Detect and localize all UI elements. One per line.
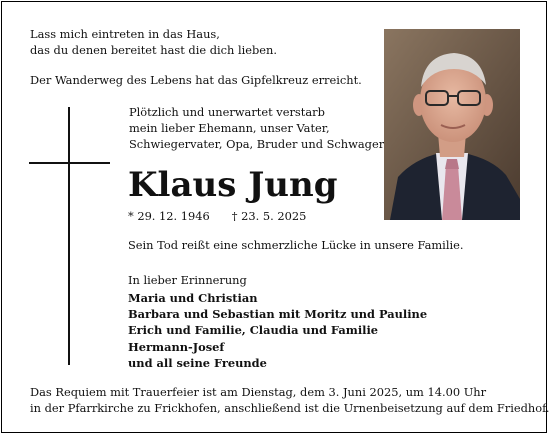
requiem-block bbox=[30, 384, 550, 416]
intro-line-3: Schwiegervater, Opa, Bruder und Schwager bbox=[129, 137, 385, 151]
memory-label: In lieber Erinnerung bbox=[128, 273, 247, 287]
verse-line-3: Der Wanderweg des Lebens hat das Gipfelkreuz erreicht. bbox=[30, 73, 362, 87]
verse-line-1: Lass mich eintreten in das Haus, bbox=[30, 27, 220, 41]
mourner-line: Barbara und Sebastian mit Moritz und Pauline bbox=[128, 307, 428, 322]
death-date: † 23. 5. 2025 bbox=[231, 209, 307, 223]
mourner-line: und all seine Freunde bbox=[128, 355, 267, 370]
intro-line-2: mein lieber Ehemann, unser Vater, bbox=[129, 121, 330, 135]
intro-block bbox=[129, 104, 384, 152]
requiem-line-1: Das Requiem mit Trauerfeier ist am Dienstag, dem 3. Juni 2025, um 14.00 Uhr bbox=[30, 385, 487, 399]
cross-icon-horizontal bbox=[29, 162, 110, 164]
portrait-illustration bbox=[384, 29, 520, 220]
mourner-line: Hermann-Josef bbox=[128, 339, 225, 354]
mourners-list bbox=[128, 290, 427, 371]
verse-block bbox=[30, 26, 277, 58]
intro-line-1: Plötzlich und unerwartet verstarb bbox=[129, 105, 325, 119]
requiem-line-2: in der Pfarrkirche zu Frickhofen, anschließend ist die Urnenbeisetzung auf dem Friedhof. bbox=[30, 401, 550, 415]
portrait-photo bbox=[384, 29, 520, 220]
cross-icon-vertical bbox=[68, 107, 70, 365]
mourner-line: Erich und Familie, Claudia und Familie bbox=[128, 323, 379, 338]
mourner-line: Maria und Christian bbox=[128, 291, 258, 305]
loss-text: Sein Tod reißt eine schmerzliche Lücke in unsere Familie. bbox=[128, 238, 464, 252]
verse-line-2: das du denen bereitet hast die dich lieben. bbox=[30, 43, 277, 57]
birth-date: * 29. 12. 1946 bbox=[128, 209, 210, 223]
deceased-name: Klaus Jung bbox=[128, 165, 338, 205]
life-dates bbox=[128, 208, 306, 224]
